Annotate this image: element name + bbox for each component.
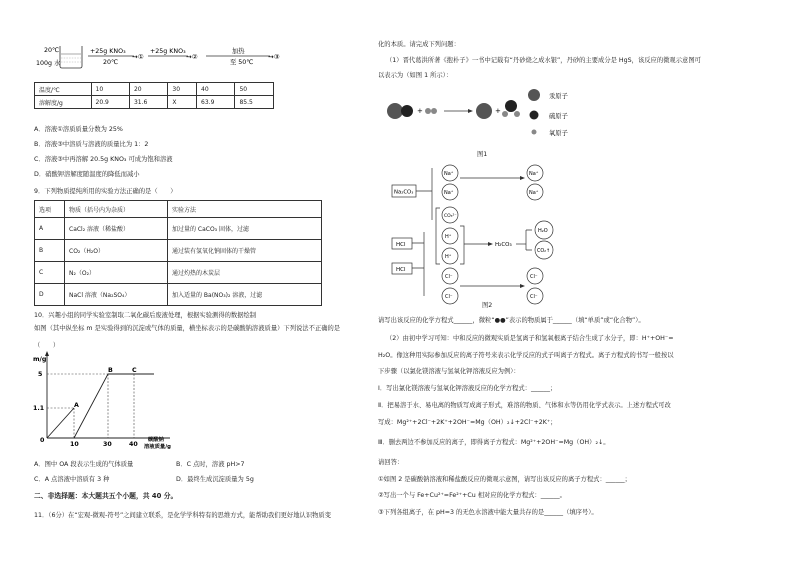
svg-text:Na⁺: Na⁺	[444, 171, 454, 177]
svg-text:Cl⁻: Cl⁻	[530, 274, 538, 280]
section-heading: 二、非选择题：本大题共五个小题，共 40 分。	[34, 492, 178, 500]
oxygen-atom-2	[431, 108, 437, 114]
hgs-mercury-atom	[387, 103, 403, 119]
right-answer-line-7: 写成：Mg²⁺+2Cl⁻+2K⁺+2OH⁻=Mg（OH）₂↓+2Cl⁻+2K⁺；	[378, 419, 557, 426]
point-c: C	[132, 367, 137, 374]
right-answer-line-6: Ⅱ．把易溶于水、易电离的物质写成离子形式，难溶的物质、气体和水等仍用化学式表示。上述方程式可改	[378, 402, 671, 409]
right-line-3: 以表示为（如图 1 所示）：	[378, 72, 453, 79]
hcl-label-1: HCl	[396, 242, 406, 248]
so2-sulfur-atom	[505, 100, 517, 112]
right-answer-line-11: ②写出一个与 Fe+Cu²⁺=Fe²⁺+Cu 相对应的化学方程式：______。	[378, 492, 566, 499]
so2-oxygen-1	[502, 111, 508, 117]
y-tick-5: 5	[38, 371, 43, 378]
right-answer-line-1: 请写出该反应的化学方程式______，微粒“●●”表示的物质属于______（填“单质”或“化合物”）。	[378, 317, 645, 324]
svg-text:Na⁺: Na⁺	[529, 190, 539, 196]
legend-oxygen: 氧原子	[549, 130, 568, 137]
q11-intro: 11．（6分）在“宏观-微观-符号”之间建立联系，是化学学科特有的思维方式，能帮助我们更好地认识物质变	[34, 512, 332, 519]
q9-title: 9．下列物质提纯所用的实验方法正确的是（ ）	[34, 188, 177, 195]
table-row: D NaCl 溶液（Na₂SO₄） 加入适量的 Ba(NO₃)₂ 溶液，过滤	[35, 284, 322, 306]
legend-sulfur: 硫原子	[549, 113, 568, 120]
q8-option-b: B．溶液③中溶质与溶液的质量比为 1：2	[34, 141, 149, 148]
point-a: A	[74, 402, 79, 409]
svg-text:Cl⁻: Cl⁻	[445, 274, 453, 280]
x-tick-30: 30	[103, 441, 112, 448]
x-tick-10: 10	[70, 441, 79, 448]
figure-2-label: 图2	[482, 302, 493, 309]
product-1: →①	[132, 53, 144, 61]
step1-add: +25g KNO₃	[90, 48, 126, 55]
q10-line-3: （ ）	[34, 342, 60, 349]
svg-text:Cl⁻: Cl⁻	[530, 294, 538, 300]
table-row: C N₂（O₂） 通过灼热的木炭层	[35, 262, 322, 284]
q10-option-c: C．A 点溶液中溶质有 3 种	[34, 476, 110, 483]
svg-text:Cl⁻: Cl⁻	[445, 294, 453, 300]
precipitate-line	[74, 374, 154, 438]
hcl-label-2: HCl	[396, 267, 406, 273]
reacting-ions-bracket	[436, 208, 440, 264]
q10-option-b: B．C 点时，溶液 pH>7	[176, 461, 245, 468]
y-unit: m/g	[33, 356, 47, 363]
right-answer-line-3: H₂O。像这种用实际参加反应的离子符号来表示化学反应的式子叫离子方程式。离子方程式的书写一般按以	[378, 352, 674, 359]
table-row: B CO₂（H₂O） 通过装有氢氧化钠固体的干燥管	[35, 240, 322, 262]
figure-1-reaction	[378, 85, 588, 145]
precipitate-graph	[30, 350, 180, 450]
q8-option-a: A．溶液①溶质质量分数为 25%	[34, 126, 123, 133]
right-answer-line-10: ①如图 2 是碳酸钠溶液和稀盐酸反应的微观示意图，请写出该反应的离子方程式：______；	[378, 476, 631, 483]
product-2: →②	[186, 53, 198, 61]
start-water: 100g 水	[36, 60, 61, 67]
solubility-table	[34, 82, 274, 109]
gas-line	[47, 408, 74, 438]
na2co3-bracket	[416, 168, 432, 220]
q8-option-c: C．溶液③中再溶解 20.5g KNO₃ 可成为饱和溶液	[34, 156, 173, 163]
right-line-2: （1）晋代葛洪所著《抱朴子》一书中记载有“丹砂烧之成水银”，丹砂的主要成分是 HgS，该反应的微观示意图可	[386, 57, 701, 64]
figure-2-ionic-reaction	[390, 158, 570, 308]
legend-sulfur-icon	[530, 111, 539, 120]
svg-text:CO₂↑: CO₂↑	[537, 249, 551, 254]
right-answer-line-4: 下步骤（以氯化镁溶液与氢氧化钾溶液反应为例）：	[378, 368, 520, 375]
q8-option-d: D．硝酸钾溶解度随温度的降低而减小	[34, 171, 140, 178]
right-answer-line-9: 请回答：	[378, 459, 404, 466]
legend-oxygen-icon	[532, 130, 537, 135]
beaker-icon	[60, 46, 82, 68]
svg-text:H⁺: H⁺	[445, 254, 452, 260]
q9-table	[34, 200, 322, 306]
q10-option-a: A．图中 OA 段表示生成的气体质量	[34, 461, 134, 468]
arrow-head-icon	[468, 109, 473, 113]
svg-text:+: +	[417, 107, 423, 115]
svg-text:H⁺: H⁺	[445, 234, 452, 240]
q10-line-2: 如图（其中纵坐标 m 是实验得到的沉淀或气体的质量，横坐标表示的是碳酸钠溶液质量）下列说法不正确的是	[34, 325, 341, 332]
decomposition-split	[526, 230, 532, 250]
right-answer-line-2: （2）由初中学习可知：中和反应的微观实质是氢离子和氢氧根离子结合生成了水分子，即：H⁺+OH⁻=	[386, 335, 674, 342]
q10-line-1: 10．兴趣小组的同学实验室制取二氧化碳后废液处理，根据实验测得的数据绘制	[34, 312, 257, 319]
y-tick-1-1: 1.1	[33, 405, 45, 412]
step3-temp: 至 50℃	[230, 59, 254, 66]
point-b: B	[108, 367, 113, 374]
right-line-1: 化的本质。请完成下列问题：	[378, 41, 460, 48]
table-row: 溶解度/g 20.9 31.6 X 63.9 85.5	[35, 96, 274, 109]
legend-mercury-icon	[528, 89, 540, 101]
svg-text:H₂O: H₂O	[538, 228, 548, 234]
legend-mercury: 汞原子	[549, 93, 568, 100]
svg-text:CO₃²⁻: CO₃²⁻	[444, 214, 457, 219]
table-row: 选项 物质（括号内为杂质） 实验方法	[35, 201, 322, 218]
hgs-sulfur-atom	[401, 105, 413, 117]
product-3: →③	[268, 53, 280, 61]
step1-temp: 20℃	[103, 59, 119, 66]
table-row: 温度/℃ 10 20 30 40 50	[35, 83, 274, 96]
x-label-2: 溶液质量/g	[144, 444, 171, 450]
origin-label: 0	[40, 437, 45, 444]
h2co3-label: H₂CO₃	[495, 242, 512, 248]
right-answer-line-5: Ⅰ．写出氯化镁溶液与氢氧化钾溶液反应的化学方程式：______；	[378, 385, 557, 392]
x-tick-40: 40	[129, 441, 138, 448]
oxygen-atom-1	[425, 108, 431, 114]
q10-option-d: D．最终生成沉淀质量为 5g	[176, 476, 254, 483]
right-answer-line-12: ③下列各组离子，在 pH=3 的无色水溶液中能大量共存的是______（填序号）。	[378, 509, 598, 516]
step3-add: 加热	[232, 48, 245, 55]
step2-add: +25g KNO₃	[150, 48, 186, 55]
svg-text:+: +	[495, 107, 501, 115]
right-answer-line-8: Ⅲ．删去两边不参加反应的离子，即得离子方程式：Mg²⁺+2OH⁻=Mg（OH）₂↓。	[378, 439, 610, 446]
so2-oxygen-2	[514, 111, 520, 117]
hcl-bracket	[412, 232, 424, 296]
dissolution-process-diagram	[30, 40, 350, 72]
figure-1-label: 图1	[477, 151, 488, 158]
x-label-1: 碳酸钠	[148, 437, 164, 443]
svg-text:Na⁺: Na⁺	[444, 190, 454, 196]
table-row: A CaCl₂ 溶液（稀盐酸） 加过量的 CaCO₃ 固体，过滤	[35, 218, 322, 240]
start-temp: 20℃	[44, 47, 60, 54]
na2co3-label: Na₂CO₃	[394, 189, 414, 196]
svg-text:Na⁺: Na⁺	[529, 171, 539, 177]
product-mercury-atom	[476, 103, 492, 119]
